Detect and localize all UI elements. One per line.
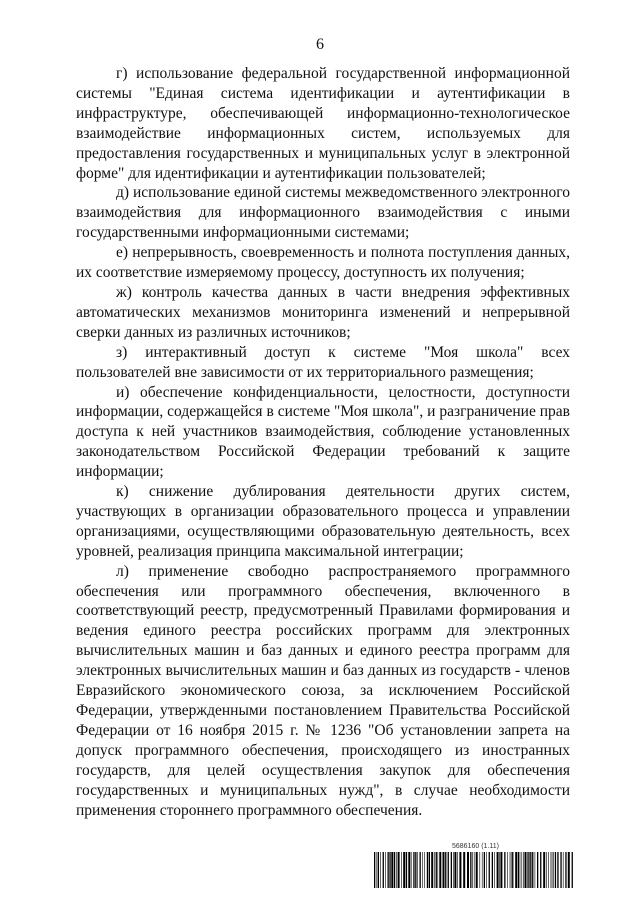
- paragraph-zh: ж) контроль качества данных в части внедрения эффективных автоматических механизмов мониторинга изменений и непрерывной сверки данных из различных источников;: [76, 283, 570, 341]
- page-number: 6: [316, 36, 324, 53]
- paragraph-z: з) интерактивный доступ к системе "Моя школа" всех пользователей вне зависимости от их территориального размещения;: [76, 343, 570, 381]
- barcode-icon: [374, 852, 574, 888]
- paragraph-g: г) использование федеральной государственной информационной системы "Единая система идентификации и аутентификации в инфраструктуре, обеспечивающей информационно-технологическое взаимодействие информационных систем, используемых для предоставления государственных и муниципальных услуг в электронной форме" для идентификации и аутентификации пользователей;: [76, 65, 570, 182]
- paragraph-k: к) снижение дублирования деятельности других систем, участвующих в организации образовательного процесса и управлении организациями, осуществляющими образовательную деятельность, всех уровней, реализация принципа максимальной интеграции;: [76, 483, 570, 560]
- barcode-number: 5686160 (1.11): [452, 843, 499, 850]
- paragraph-l: л) применение свободно распространяемого программного обеспечения или программного обеспечения, включенного в соответствующий реестр, предусмотренный Правилами формирования и ведения единого реестра российских программ для электронных вычислительных машин и баз данных и единого реестра программ для электронных вычислительных машин и баз данных из государств - членов Евразийского экономического союза, за исключением Российской Федерации, утвержденными постановлением Правительства Российской Федерации от 16 ноября 2015 г. № 1236 "Об установлении запрета на допуск программного обеспечения, происходящего из иностранных государств, для целей осуществления закупок для обеспечения государственных и муниципальных нужд", в случае необходимости применения стороннего программного обеспечения.: [76, 562, 570, 819]
- body-text: [76, 64, 570, 820]
- paragraph-d: д) использование единой системы межведомственного электронного взаимодействия для информационного взаимодействия с иными государственными информационными системами;: [76, 184, 570, 242]
- paragraph-i: и) обеспечение конфиденциальности, целостности, доступности информации, содержащейся в системе "Моя школа", и разграничение прав доступа к ней участников взаимодействия, соблюдение установленных законодательством Российской Федерации требований к защите информации;: [76, 383, 570, 481]
- paragraph-e: е) непрерывность, своевременность и полнота поступления данных, их соответствие измеряемому процессу, доступность их получения;: [76, 244, 570, 282]
